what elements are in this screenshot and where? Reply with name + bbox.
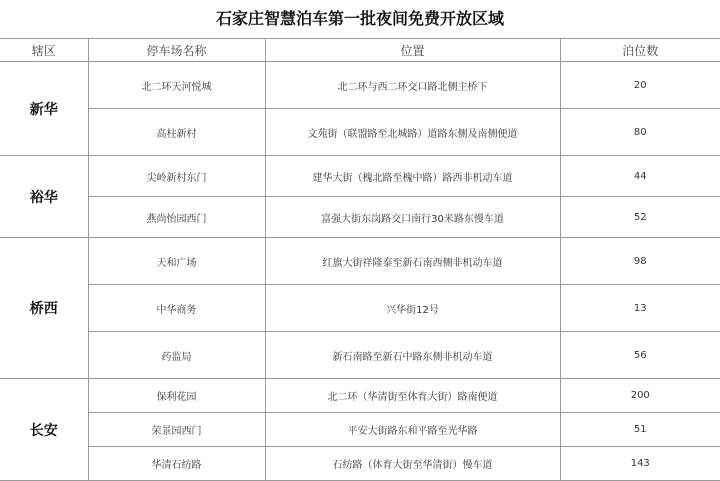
table-row (0, 156, 720, 197)
table-row (0, 332, 720, 379)
lot-name-cell: 保利花园 (88, 379, 265, 413)
header-name: 停车场名称 (88, 39, 265, 62)
table-row (0, 109, 720, 156)
lot-name-cell: 荣景园西门 (88, 413, 265, 447)
table-row (0, 379, 720, 413)
table-row (0, 447, 720, 481)
table-row (0, 285, 720, 332)
table-row (0, 413, 720, 447)
lot-name-cell: 高柱新村 (88, 109, 265, 156)
table-row (0, 62, 720, 109)
header-spaces: 泊位数 (560, 39, 720, 62)
parking-table (0, 38, 720, 481)
location-cell: 兴华街12号 (265, 285, 560, 332)
spaces-cell: 80 (560, 109, 720, 156)
table-row (0, 197, 720, 238)
spaces-cell: 44 (560, 156, 720, 197)
table-row (0, 238, 720, 285)
location-cell: 红旗大街祥隆泰至新石南西侧非机动车道 (265, 238, 560, 285)
location-cell: 新石南路至新石中路东侧非机动车道 (265, 332, 560, 379)
location-cell: 文苑街（联盟路至北城路）道路东侧及南侧便道 (265, 109, 560, 156)
spaces-cell: 56 (560, 332, 720, 379)
location-cell: 平安大街路东和平路至光华路 (265, 413, 560, 447)
location-cell: 建华大街（槐北路至槐中路）路西非机动车道 (265, 156, 560, 197)
district-cell: 裕华 (0, 156, 88, 238)
spaces-cell: 98 (560, 238, 720, 285)
location-cell: 石纺路（体育大街至华清街）慢车道 (265, 447, 560, 481)
location-cell: 北二环与西二环交口路北侧主桥下 (265, 62, 560, 109)
lot-name-cell: 华清石纺路 (88, 447, 265, 481)
location-cell: 富强大街东岗路交口南行30米路东慢车道 (265, 197, 560, 238)
spaces-cell: 52 (560, 197, 720, 238)
spaces-cell: 143 (560, 447, 720, 481)
location-cell: 北二环（华清街至体育大街）路南便道 (265, 379, 560, 413)
spaces-cell: 51 (560, 413, 720, 447)
district-cell: 桥西 (0, 238, 88, 379)
lot-name-cell: 药监局 (88, 332, 265, 379)
lot-name-cell: 燕尚怡园西门 (88, 197, 265, 238)
header-district: 辖区 (0, 39, 88, 62)
district-cell: 长安 (0, 379, 88, 481)
page-title: 石家庄智慧泊车第一批夜间免费开放区域 (215, 9, 504, 28)
lot-name-cell: 尖岭新村东门 (88, 156, 265, 197)
spaces-cell: 20 (560, 62, 720, 109)
header-location: 位置 (265, 39, 560, 62)
spaces-cell: 13 (560, 285, 720, 332)
lot-name-cell: 天和广场 (88, 238, 265, 285)
header-row (0, 39, 720, 62)
lot-name-cell: 中华商务 (88, 285, 265, 332)
district-cell: 新华 (0, 62, 88, 156)
spaces-cell: 200 (560, 379, 720, 413)
lot-name-cell: 北二环天河悦城 (88, 62, 265, 109)
